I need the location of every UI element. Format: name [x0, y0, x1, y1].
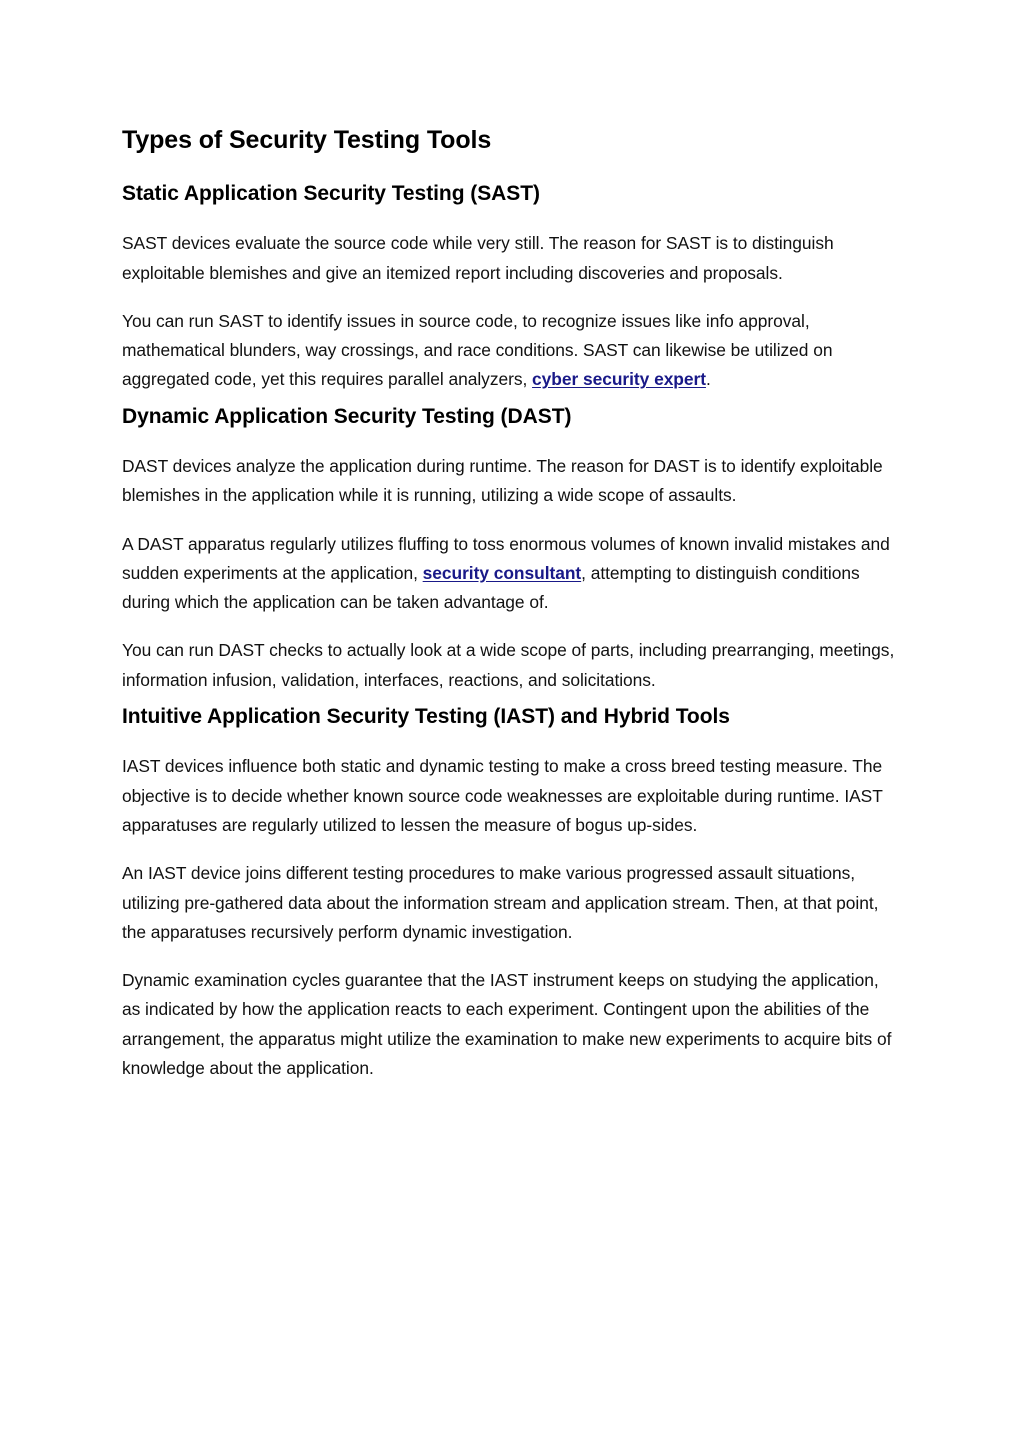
paragraph-iast-1: IAST devices influence both static and dynamic testing to make a cross breed testing measure. The objective is to decide whether known source code weaknesses are exploitable during runtime. IAST apparatuses are regularly utilized to lessen the measure of bogus up-sides.	[122, 756, 883, 835]
link-cyber-security-expert[interactable]: cyber security expert	[532, 369, 706, 390]
section-spacer-dast-iast	[122, 695, 900, 704]
section-heading-sast: Static Application Security Testing (SAST)	[122, 182, 540, 205]
paragraph-dast-1: DAST devices analyze the application during runtime. The reason for DAST is to identify exploitable blemishes in the application while it is running, utilizing a wide scope of assaults.	[122, 455, 883, 506]
section-iast	[122, 704, 900, 1083]
paragraph-sast-1: SAST devices evaluate the source code while very still. The reason for SAST is to distinguish exploitable blemishes and give an itemized report including discoveries and proposals.	[122, 233, 834, 283]
paragraph-sast-2	[122, 307, 900, 395]
paragraph-iast-2: An IAST device joins different testing procedures to make various progressed assault situations, utilizing pre-gathered data about the information stream and application stream. Then, at that point, the apparatuses recursively perform dynamic investigation.	[122, 863, 879, 942]
section-heading-dast: Dynamic Application Security Testing (DAST)	[122, 404, 572, 428]
paragraph-dast-2-text-after: , attempting to distinguish conditions during which the application can be taken advantage of.	[122, 562, 860, 613]
page-title: Types of Security Testing Tools	[122, 126, 492, 154]
section-spacer-sast-dast	[122, 395, 900, 404]
paragraph-dast-3: You can run DAST checks to actually look at a wide scope of parts, including prearranging, meetings, information infusion, validation, interfaces, reactions, and solicitations.	[122, 640, 895, 690]
section-heading-iast: Intuitive Application Security Testing (IAST) and Hybrid Tools	[122, 705, 730, 729]
paragraph-dast-2-text-before: A DAST apparatus regularly utilizes fluffing to toss enormous volumes of known invalid mistakes and sudden experiments at the application,	[122, 533, 890, 583]
paragraph-sast-2-text-after: .	[705, 369, 711, 390]
paragraph-dast-2	[122, 530, 900, 618]
paragraph-sast-2-text-before: You can run SAST to identify issues in source code, to recognize issues like info approval, mathematical blunders, way crossings, and race conditions. SAST can likewise be utilized on aggregated code, yet this requires parallel analyzers,	[122, 310, 833, 390]
section-sast	[122, 181, 900, 395]
paragraph-iast-3: Dynamic examination cycles guarantee that the IAST instrument keeps on studying the application, as indicated by how the application reacts to each experiment. Contingent upon the abilities of the arrangement, the apparatus might utilize the examination to make new experiments to acquire bits of knowledge about the application.	[122, 970, 892, 1078]
link-security-consultant[interactable]: security consultant	[422, 562, 582, 583]
section-dast	[122, 404, 900, 695]
